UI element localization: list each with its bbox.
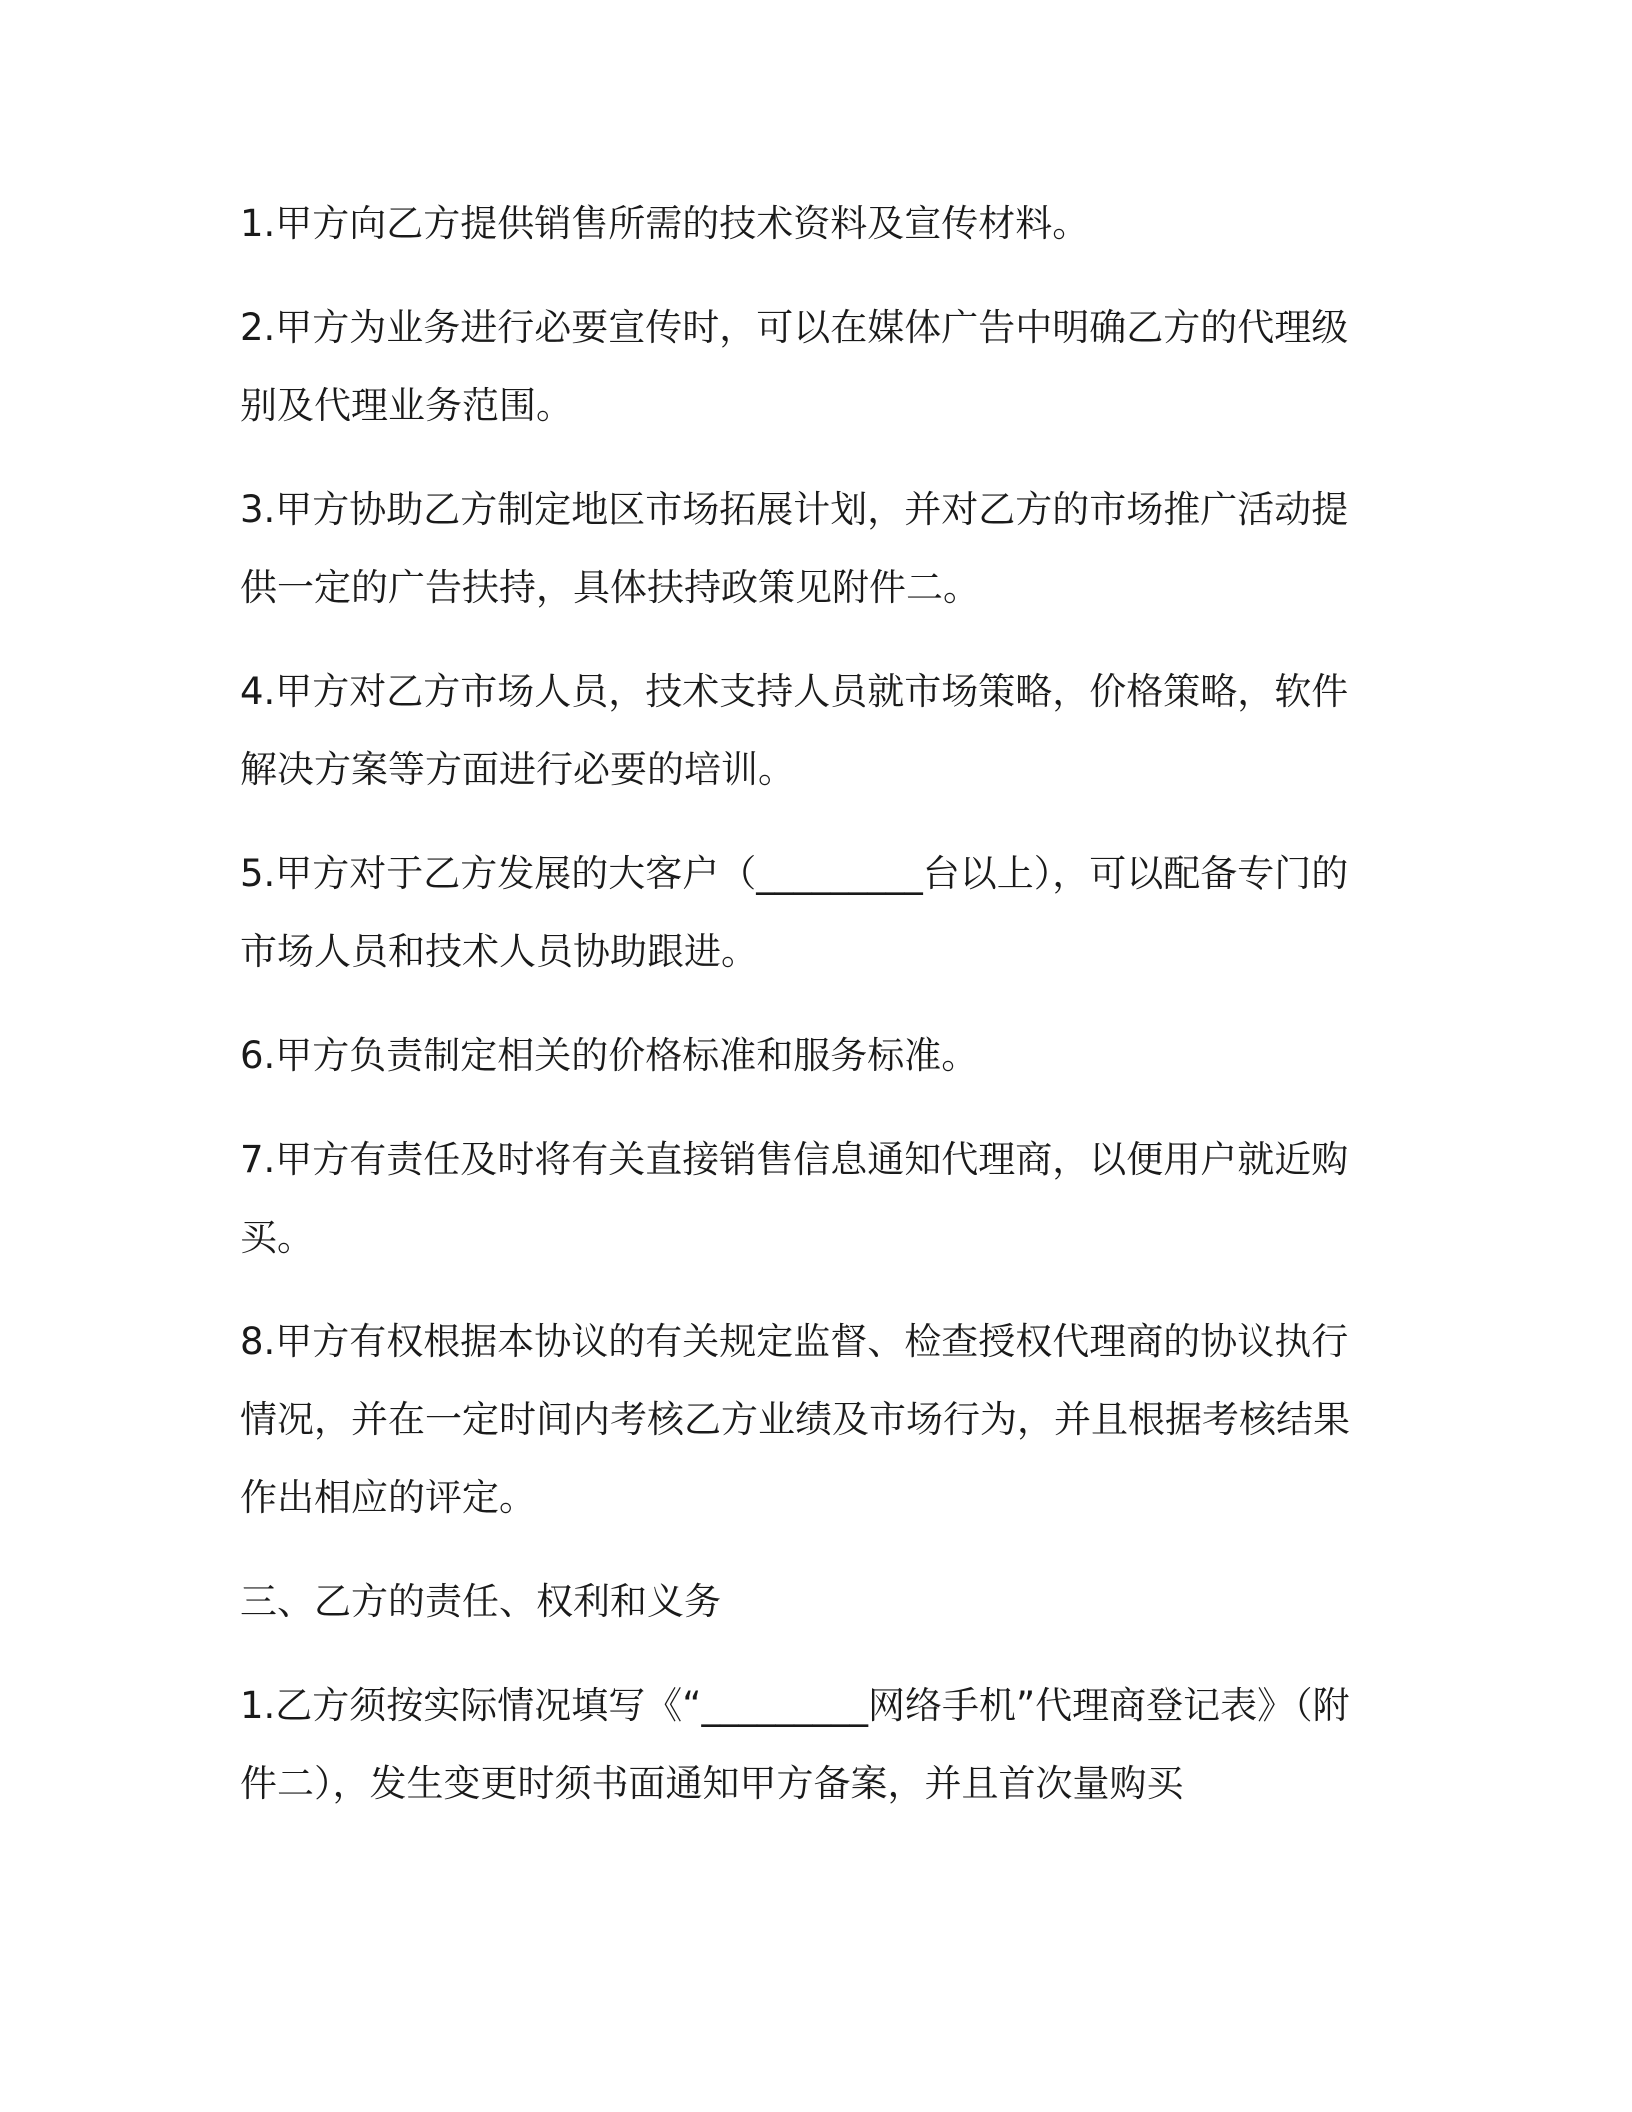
clause-4: 4.甲方对乙方市场人员，技术支持人员就市场策略，价格策略，软件解决方案等方面进行必要的培训。 [240, 670, 1349, 791]
section-heading: 三、乙方的责任、权利和义务 [240, 1580, 721, 1623]
clause-6: 6.甲方负责制定相关的价格标准和服务标准。 [240, 1034, 979, 1077]
clause-2: 2.甲方为业务进行必要宣传时，可以在媒体广告中明确乙方的代理级别及代理业务范围。 [240, 306, 1349, 427]
section3-clause-1: 1.乙方须按实际情况填写《“_________网络手机”代理商登记表》（附件二），发生变更时须书面通知甲方备案，并且首次量购买 [240, 1684, 1350, 1805]
clause-1: 1.甲方向乙方提供销售所需的技术资料及宣传材料。 [240, 202, 1090, 245]
clause-7: 7.甲方有责任及时将有关直接销售信息通知代理商，以便用户就近购买。 [240, 1138, 1349, 1259]
clause-5: 5.甲方对于乙方发展的大客户（_________台以上），可以配备专门的市场人员和技术人员协助跟进。 [240, 852, 1349, 973]
clause-8: 8.甲方有权根据本协议的有关规定监督、检查授权代理商的协议执行情况，并在一定时间内考核乙方业绩及市场行为，并且根据考核结果作出相应的评定。 [240, 1320, 1350, 1519]
clause-3: 3.甲方协助乙方制定地区市场拓展计划，并对乙方的市场推广活动提供一定的广告扶持，具体扶持政策见附件二。 [240, 488, 1349, 609]
document-page [240, 185, 1370, 1849]
